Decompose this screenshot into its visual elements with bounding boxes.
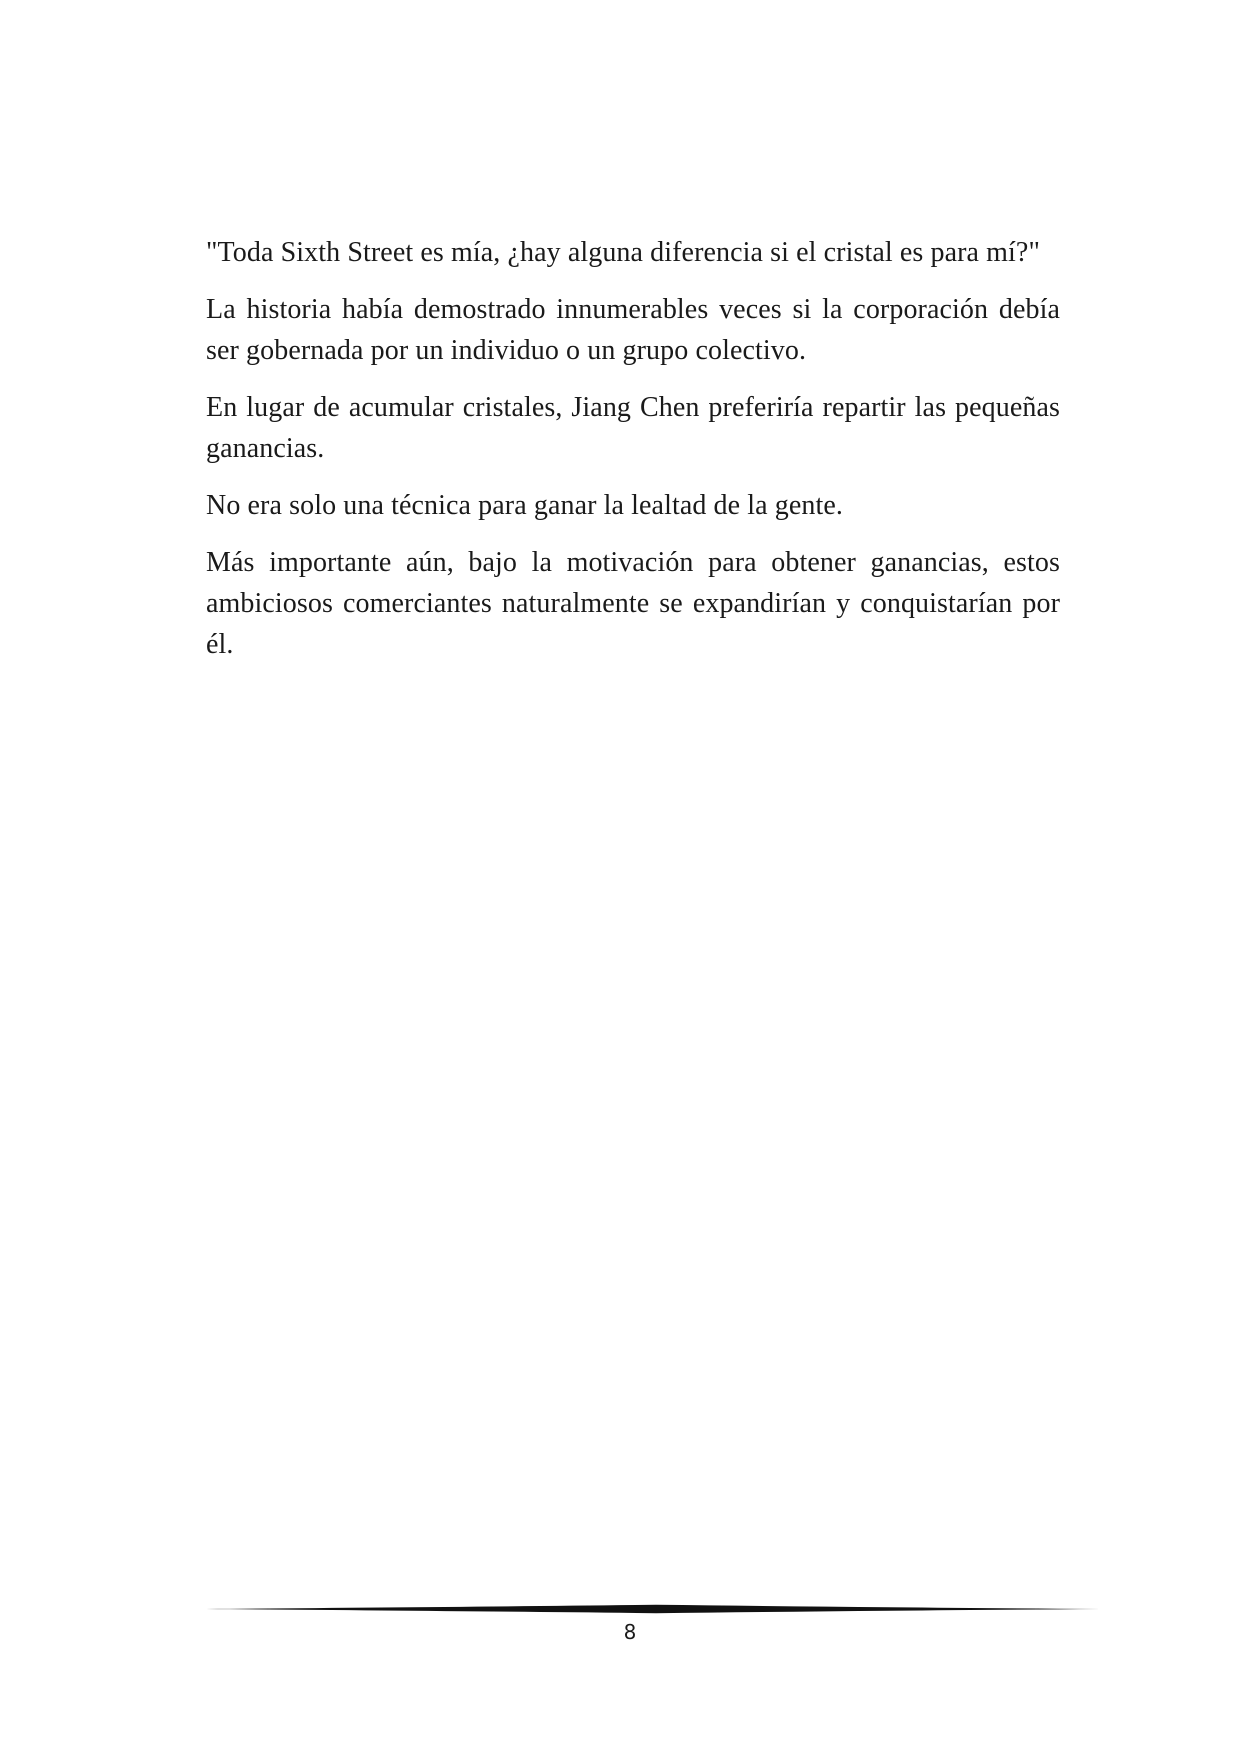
paragraph-history: La historia había demostrado innumerables veces si la corporación debía ser gobernada por un individuo o un grupo colectivo. [206,294,1060,366]
paragraph-merchants: Más importante aún, bajo la motivación para obtener ganancias, estos ambiciosos comerciantes naturalmente se expandirían y conquistarían por él. [206,547,1060,660]
footer-divider [206,1602,1100,1616]
paragraph-quote: "Toda Sixth Street es mía, ¿hay alguna diferencia si el cristal es para mí?" [206,237,1040,268]
body-text [206,232,1060,681]
paragraph-loyalty: No era solo una técnica para ganar la lealtad de la gente. [206,490,844,521]
page-number: 8 [623,1620,637,1644]
paragraph-crystals: En lugar de acumular cristales, Jiang Chen preferiría repartir las pequeñas ganancias. [206,392,1060,464]
